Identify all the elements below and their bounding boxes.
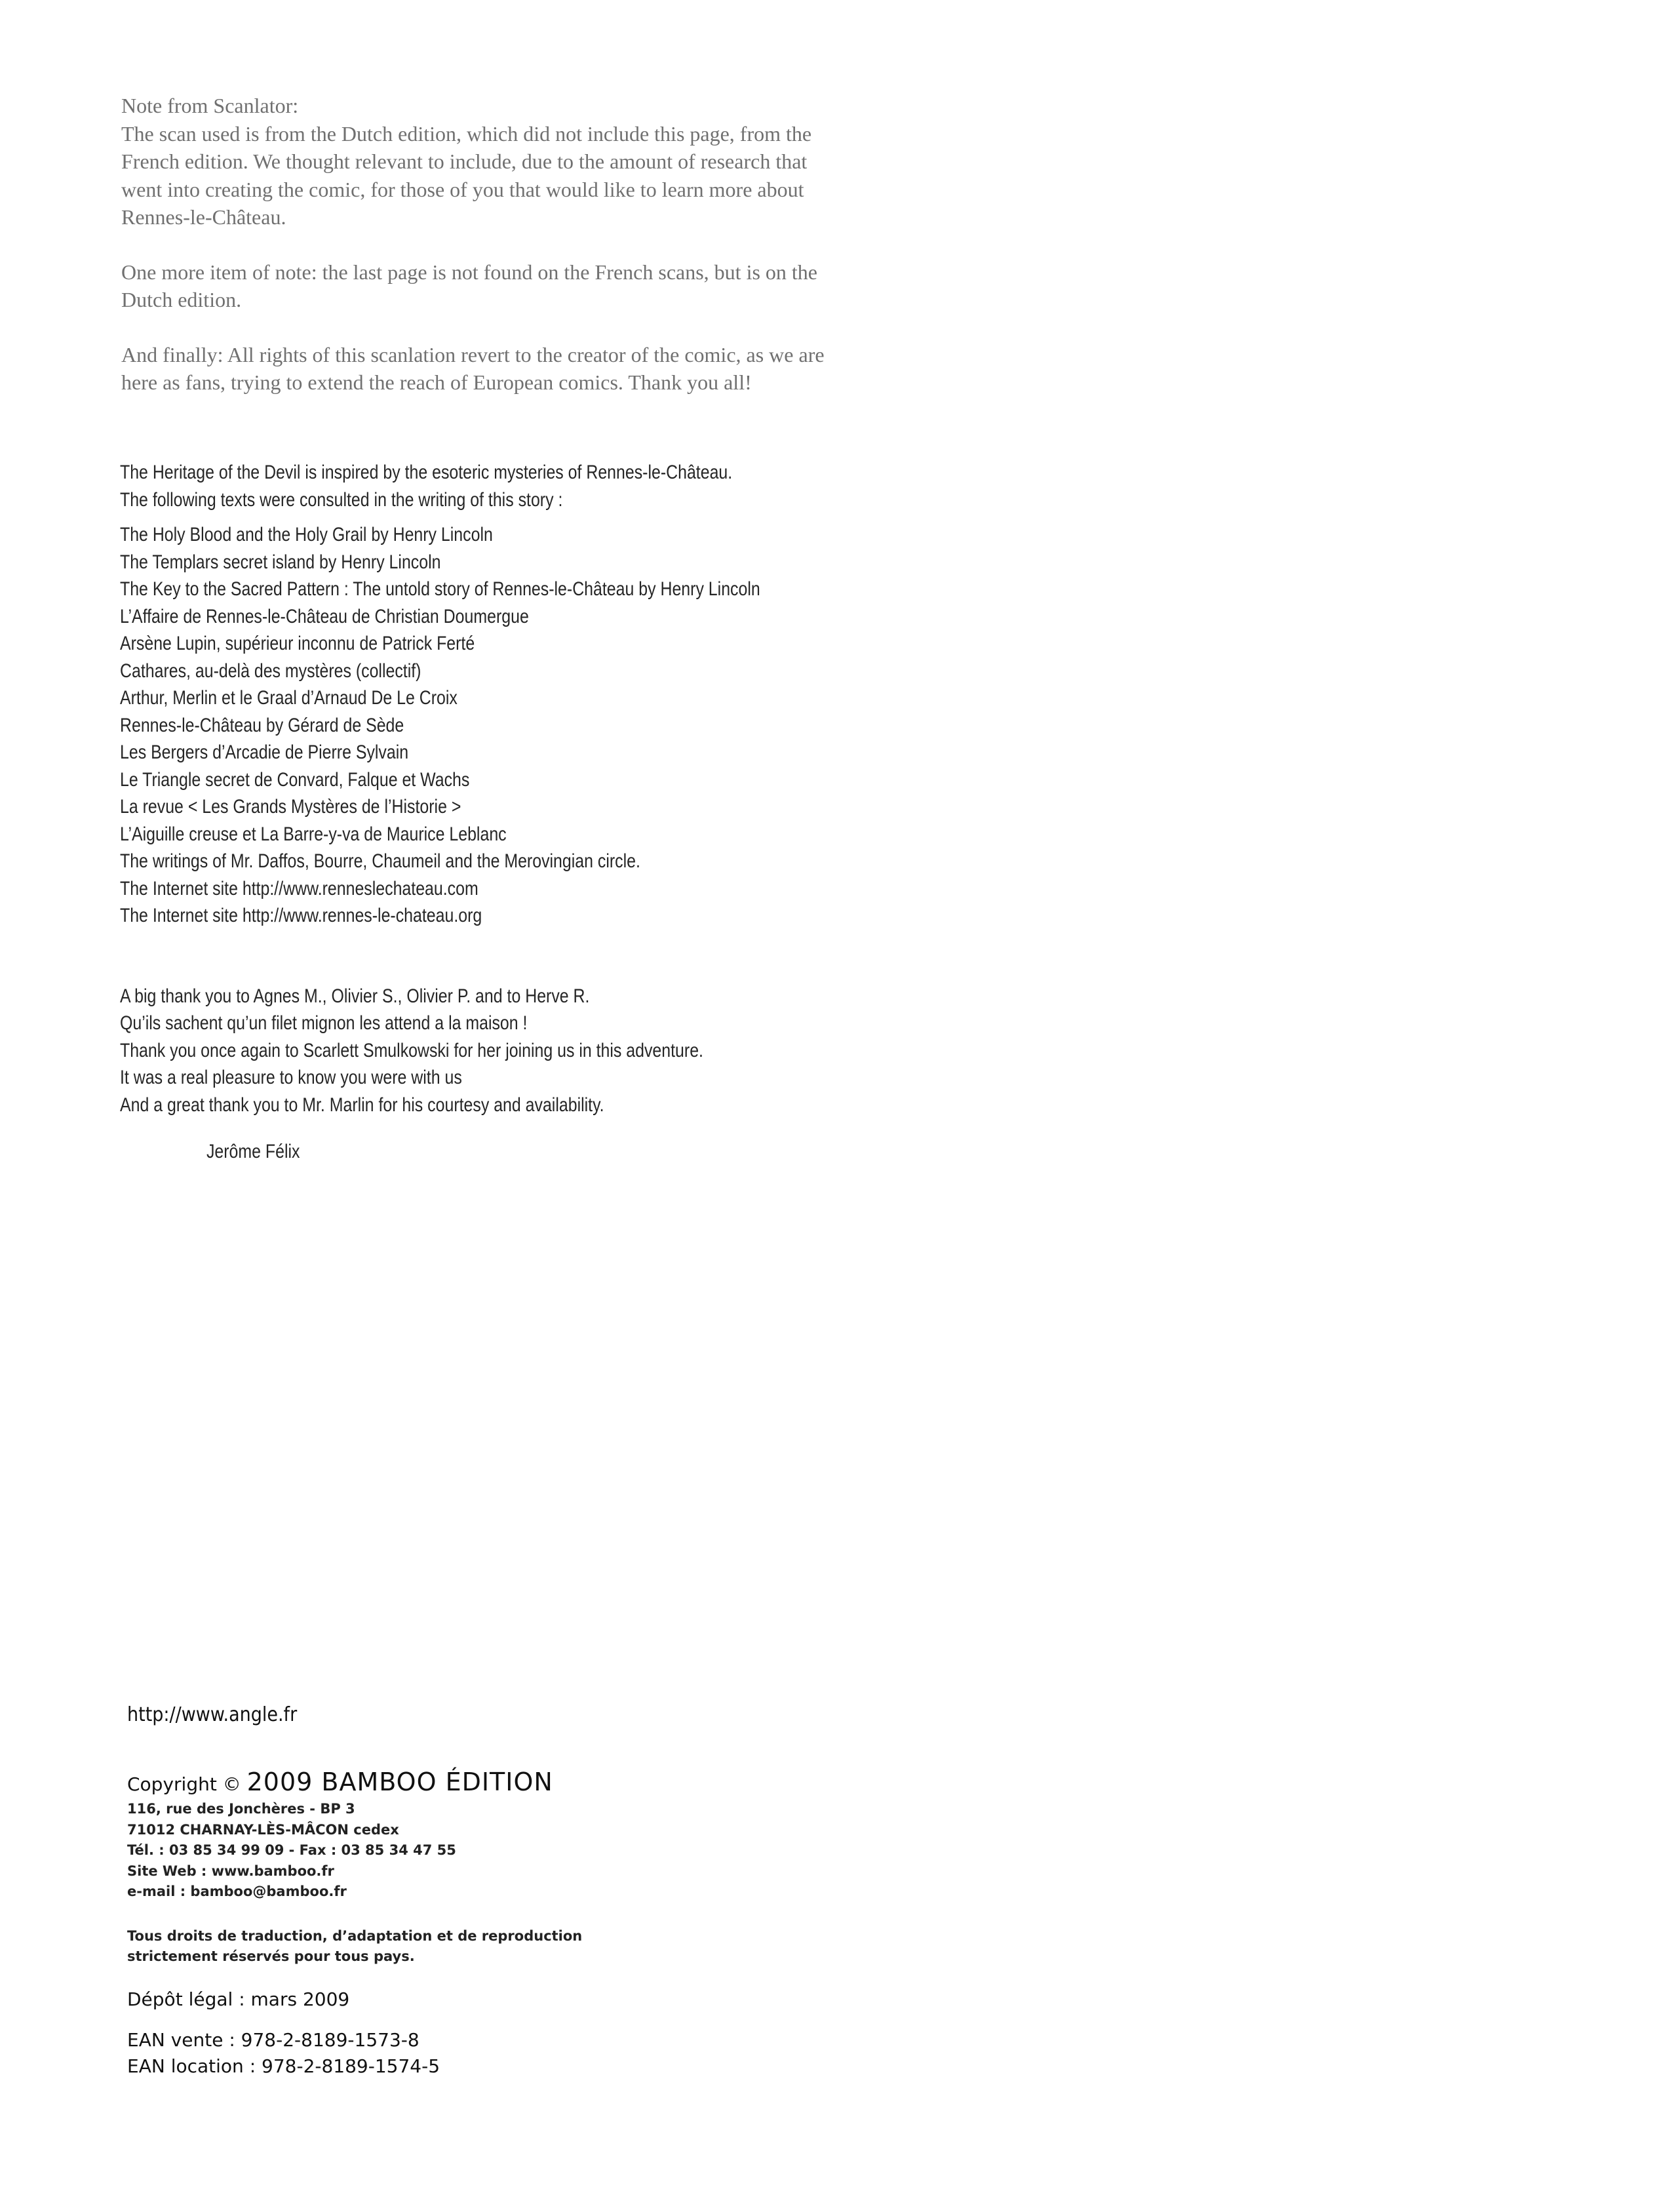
paragraph-gap — [121, 314, 973, 341]
scanlator-note-line: French edition. We thought relevant to include, due to the amount of research that — [121, 149, 808, 173]
acknowledgement-line: A big thank you to Agnes M., Olivier S., Olivier P. and to Herve R. — [120, 985, 590, 1007]
scanlator-note-line: Dutch edition. — [121, 288, 242, 311]
scanlator-note-line: went into creating the comic, for those of you that would like to learn more about — [121, 177, 804, 201]
acknowledgement-line: Thank you once again to Scarlett Smulkowski for her joining us in this adventure. — [120, 1039, 703, 1061]
acknowledgements — [120, 983, 936, 1119]
source-item: L’Aiguille creuse et La Barre-y-va de Maurice Leblanc — [120, 823, 507, 845]
ean-codes — [127, 2027, 783, 2080]
source-item: The Internet site http://www.renneslechateau.com — [120, 877, 478, 899]
address-line: e-mail : bamboo@bamboo.fr — [127, 1884, 347, 1899]
source-item: The writings of Mr. Daffos, Bourre, Chaumeil and the Merovingian circle. — [120, 850, 640, 872]
paragraph-gap — [121, 231, 973, 258]
legal-deposit: Dépôt légal : mars 2009 — [127, 1988, 350, 2010]
author-signature: Jerôme Félix — [206, 1141, 300, 1162]
credits-intro — [120, 459, 936, 513]
address-line: Tél. : 03 85 34 99 09 - Fax : 03 85 34 47 55 — [127, 1842, 456, 1858]
publisher-url: http://www.angle.fr — [127, 1703, 298, 1726]
publisher-address — [127, 1799, 783, 1903]
source-item: The Holy Blood and the Holy Grail by Henry Lincoln — [120, 524, 493, 545]
scanlator-note — [121, 92, 973, 397]
scanlator-note-line: Rennes-le-Château. — [121, 205, 286, 229]
source-item: Rennes-le-Château by Gérard de Sède — [120, 714, 404, 736]
acknowledgement-line: Qu’ils sachent qu’un filet mignon les attend a la maison ! — [120, 1012, 528, 1034]
rights-line: strictement réservés pour tous pays. — [127, 1948, 415, 1964]
scanlator-note-line: One more item of note: the last page is not found on the French scans, but is on the — [121, 260, 817, 284]
source-item: Arsène Lupin, supérieur inconnu de Patrick Ferté — [120, 633, 475, 654]
scanlator-note-line: here as fans, trying to extend the reach of European comics. Thank you all! — [121, 370, 752, 394]
address-line: Site Web : www.bamboo.fr — [127, 1863, 334, 1879]
source-item: L’Affaire de Rennes-le-Château de Christian Doumergue — [120, 605, 529, 627]
credits-section — [120, 459, 936, 1166]
rights-line: Tous droits de traduction, d’adaptation et de reproduction — [127, 1927, 583, 1944]
source-item: Le Triangle secret de Convard, Falque et Wachs — [120, 768, 470, 791]
publisher-info — [127, 1702, 783, 2080]
address-line: 116, rue des Jonchères - BP 3 — [127, 1801, 355, 1817]
copyright-line — [127, 1768, 783, 1799]
scanlator-note-line: And finally: All rights of this scanlation revert to the creator of the comic, as we are — [121, 342, 825, 366]
copyright-prefix: Copyright © — [127, 1773, 241, 1795]
source-item: Les Bergers d’Arcadie de Pierre Sylvain — [120, 741, 409, 763]
source-item: Cathares, au-delà des mystères (collectif) — [120, 660, 421, 682]
source-item: Arthur, Merlin et le Graal d’Arnaud De Le Croix — [120, 687, 458, 709]
acknowledgement-line: And a great thank you to Mr. Marlin for his courtesy and availability. — [120, 1094, 604, 1116]
copyright-name: 2009 BAMBOO ÉDITION — [246, 1768, 553, 1796]
source-item: The Templars secret island by Henry Lincoln — [120, 551, 441, 573]
rights-notice — [127, 1926, 783, 1967]
ean-rental: EAN location : 978-2-8189-1574-5 — [127, 2055, 440, 2077]
acknowledgement-line: It was a real pleasure to know you were with us — [120, 1067, 462, 1088]
source-item: The Internet site http://www.rennes-le-chateau.org — [120, 905, 482, 926]
scanlator-note-heading: Note from Scanlator: — [121, 94, 299, 117]
scanlator-note-line: The scan used is from the Dutch edition, which did not include this page, from the — [121, 121, 812, 146]
source-item: La revue < Les Grands Mystères de l’Historie > — [120, 796, 461, 818]
ean-sale: EAN vente : 978-2-8189-1573-8 — [127, 2028, 420, 2051]
sources-list — [120, 521, 936, 930]
source-item: The Key to the Sacred Pattern : The untold story of Rennes-le-Château by Henry Lincoln — [120, 578, 760, 600]
address-line: 71012 CHARNAY-LÈS-MÂCON cedex — [127, 1821, 399, 1838]
credits-intro-line: The Heritage of the Devil is inspired by the esoteric mysteries of Rennes-le-Château. — [120, 462, 733, 483]
credits-intro-line: The following texts were consulted in the writing of this story : — [120, 488, 563, 511]
